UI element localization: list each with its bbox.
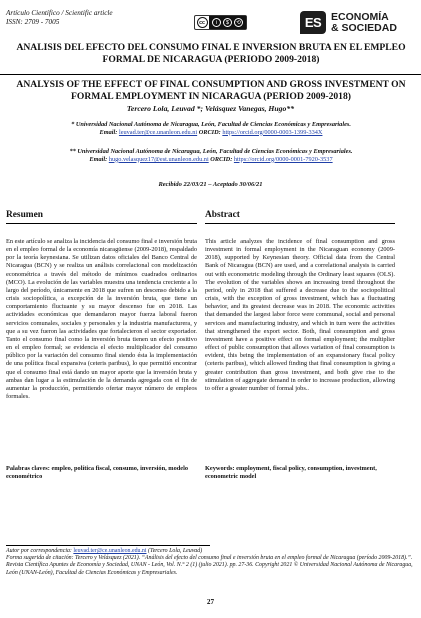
affiliation-1-email-link[interactable]: leuvad.ter@ce.unanleon.edu.ni: [118, 128, 198, 136]
suggested-citation: Forma sugerida de citación: Tercero y Velásquez (2021). “Análisis del efecto del consumo final e inversión bruta en el empleo formal de Nicaragua (período 2009-2018).”. Revista Científica Apuntes de Economía y Sociedad, UNAN - León, Vol. N.° 2 (1) (julio 2021). pp. 27-36. Copyright 2021 © Universidad Nacional Autónoma de Nicaragua, León (UNAN-León), Facultad de Ciencias Económicas y Empresariales.: [6, 555, 413, 576]
noncommercial-icon: $: [223, 18, 232, 27]
attribution-icon: i: [212, 18, 221, 27]
affiliation-1-institution: * Universidad Nacional Autónoma de Nicaragua, León, Facultad de Ciencias Económicas y Empresariales.: [71, 121, 351, 128]
resumen-heading: Resumen: [6, 210, 43, 220]
correspondence-email-link[interactable]: leuvad.ter@ce.unanleon.edu.ni: [73, 548, 147, 554]
footnote: [6, 548, 416, 577]
affiliation-1-orcid-link[interactable]: https://orcid.org/0000-0003-1399-334X: [222, 128, 323, 136]
journal-logo: [300, 11, 397, 34]
abstract-heading: Abstract: [205, 210, 240, 220]
correspondence-name: (Tercero Lola, Leuvad): [148, 548, 203, 554]
author-list: Tercero Lola, Leuvad *; Velásquez Vanegas, Hugo**: [126, 104, 295, 113]
sharealike-icon: ⟲: [234, 18, 243, 27]
affiliation-2-email-label: Email:: [89, 155, 108, 163]
resumen-body: En este artículo se analiza la incidencia del consumo final e inversión bruta en el empleo formal de la economía nicaragüense (2009-2018), respaldado por la teoría keynesiana. Se utilizan datos oficiales del Banco Central de Nicaragua (BCN) y se realiza un análisis correlacional con modelización econométrica a través del método de mínimos cuadrados ordinarios (MCO). La evolución de las variables muestra una tendencia creciente a lo largo del período, únicamente en 2018 que sufren un descenso debido a la crisis sociopolítica, a excepción de la inversión bruta, que tiene un comportamiento fluctuante y su mayor descenso fue en 2018. Las actividades económicas que demandaron mayor fuerza laboral fueron servicios comunales, sociales y personales y la industria manufacturera, y que a su vez fueron las actividades que fortalecieron el sector exportador. Tanto el consumo final como la inversión bruta tienen un efecto positivo en el empleo formal; se evidencia el efecto multiplicador del consumo público por la variación del consumo final siendo ésta la implementación de una política fiscal expansiva (ceteris paribus), lo que permitió encontrar que el consumo final está dando un mayor aporte que la inversión bruta y ambas dan lugar a la estimulación de la demanda agregada con el fin de aumentar la producción, permitiendo ofertar mayor número de empleos formales.: [6, 238, 197, 400]
logo-line-2: & SOCIEDAD: [331, 21, 397, 34]
affiliation-2-orcid-link[interactable]: https://orcid.org/0000-0001-7920-3537: [233, 155, 333, 163]
page-number: 27: [206, 598, 215, 606]
abstract-body: This article analyzes the incidence of final consumption and gross investment in formal employment in the Nicaraguan economy (2009-2018), supported by Keynesian theory. Official data from the Central Bank of Nicaragua (BCN) are used, and a correlational analysis is carried out with econometric modeling through the Ordinary least squares (OLS). The evolution of the variables shows an increasing trend throughout the period, only in 2018 that suffered a decrease due to the sociopolitical crisis, with the exception of gross investment, which has a fluctuating behavior, and its greatest decrease was in 2018. The economic activities that demanded the largest labor force were communal, social and personal services and manufacturing industry, and which in turn were the activities that strengthened the export sector. Both, final consumption and gross investment have a positive effect on formal employment; the multiplier effect of public consumption that allows variation of final consumption is evident, this being the implementation of an expansionary fiscal policy (ceteris paribus), which allowed finding that final consumption is giving a greater contribution than gross investment, and both give rise to the stimulation of aggregate demand in order to increase production, allowing to offer a greater number of formal jobs..: [205, 238, 395, 392]
affiliation-2-email-link[interactable]: hugo.velasquez17@est.unanleon.edu.ni: [108, 155, 209, 163]
footnote-rule: [6, 545, 210, 546]
resumen-keywords: Palabras claves: empleo, política fiscal, consumo, inversión, modelo econométrico: [6, 465, 189, 481]
abstract-keywords: Keywords: employment, fiscal policy, consumption, investment, econometric model: [205, 465, 377, 481]
journal-name: Artículo Científico / Scientific article: [6, 9, 113, 17]
journal-header: [6, 9, 113, 26]
affiliation-2-orcid-label: ORCID:: [210, 155, 233, 163]
received-accepted-dates: Recibido 22/03/21 – Aceptado 30/06/21: [158, 181, 263, 188]
cc-license-badge[interactable]: [194, 15, 247, 30]
affiliation-1-orcid-label: ORCID:: [198, 128, 221, 136]
resumen-heading-rule: [6, 223, 197, 224]
affiliation-2: [6, 148, 416, 163]
title-english: ANALYSIS OF THE EFFECT OF FINAL CONSUMPTION AND GROSS INVESTMENT ON FORMAL EMPLOYMENT IN NICARAGUA (PERIOD 2009-2018): [16, 79, 406, 102]
affiliation-1: [6, 121, 416, 136]
affiliation-2-institution: ** Universidad Nacional Autónoma de Nicaragua, León, Facultad de Ciencias Económicas y Empresariales.: [69, 148, 353, 155]
cc-icon: cc: [197, 17, 208, 28]
journal-issn: ISSN: 2709 - 7005: [6, 17, 60, 26]
logo-line-1: ECONOMÍA: [331, 10, 389, 23]
abstract-heading-rule: [205, 223, 395, 224]
correspondence-label: Autor por correspondencia:: [6, 548, 72, 554]
title-divider: [0, 74, 421, 75]
affiliation-1-email-label: Email:: [99, 128, 118, 136]
es-logo-icon: ES: [300, 11, 326, 34]
title-spanish: ANALISIS DEL EFECTO DEL CONSUMO FINAL E INVERSION BRUTA EN EL EMPLEO FORMAL DE NICARAGUA (PERIODO 2009-2018): [16, 42, 406, 65]
